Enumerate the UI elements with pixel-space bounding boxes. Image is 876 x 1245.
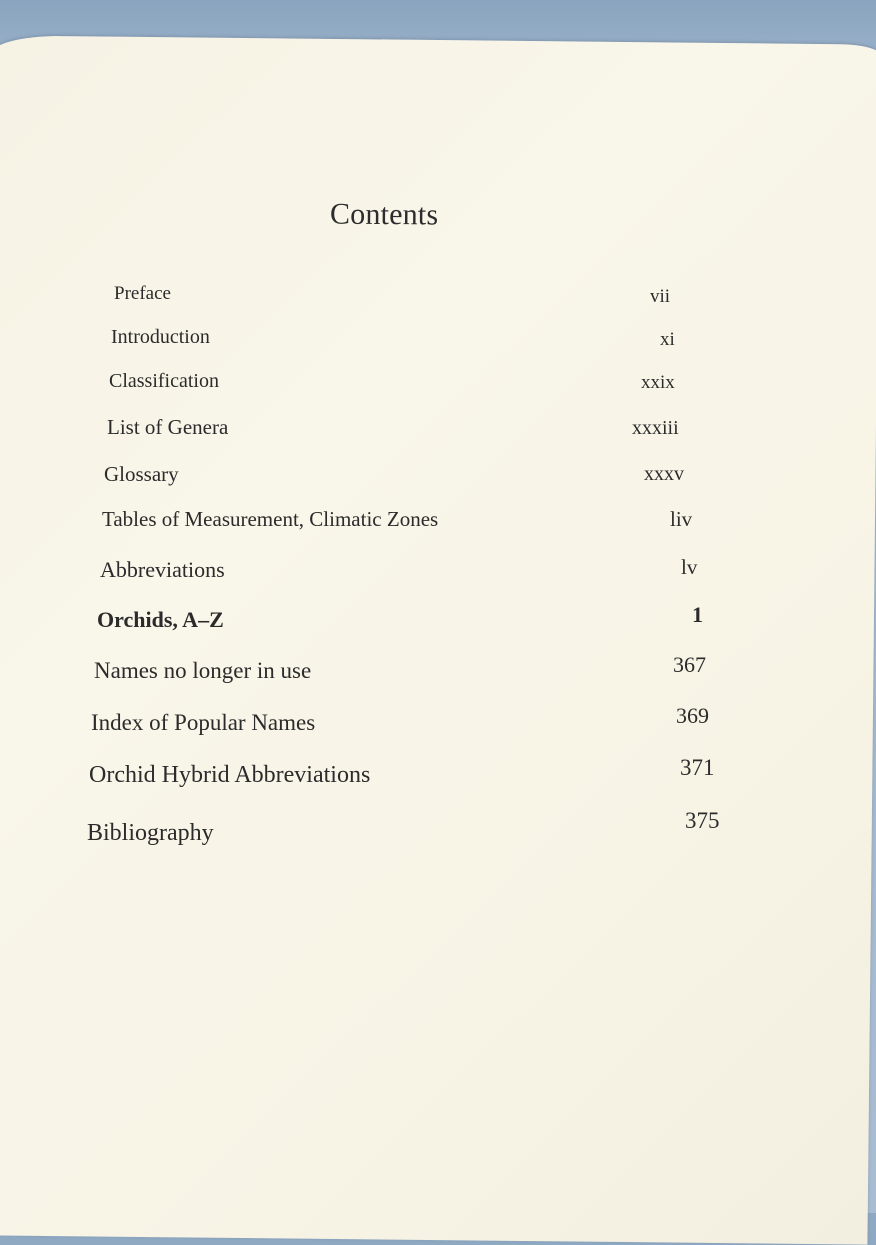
toc-entry-title: Abbreviations [100,557,225,582]
toc-entry-page: 369 [676,703,709,728]
toc-entry-title: Classification [109,370,219,392]
toc-entry-title: Names no longer in use [94,658,312,683]
toc-entry-title: Bibliography [87,820,214,846]
toc-entry-page: xxxiii [632,417,679,439]
toc-entry-page: liv [670,507,693,531]
toc-entry-page: lv [681,555,698,579]
toc-entry-page: xxxv [644,463,684,485]
toc-entry-page: 367 [673,652,706,677]
toc-entry-page: 1 [692,602,703,627]
toc-entry-title: List of Genera [107,415,229,439]
toc-entry-page: 375 [685,808,720,833]
toc-entry-title: Orchids, A–Z [97,607,224,632]
toc-entry-page: vii [650,286,671,307]
page-title: Contents [329,197,439,232]
toc-entry-page: xi [660,329,675,350]
toc-entry-title: Glossary [104,462,179,486]
toc-entry-title: Index of Popular Names [91,710,316,735]
toc-entry-page: xxix [641,372,675,393]
toc-entry-page: 371 [680,755,715,780]
toc-entry-title: Introduction [111,326,210,348]
toc-entry-title: Orchid Hybrid Abbreviations [89,762,371,788]
toc-entry-title: Tables of Measurement, Climatic Zones [102,507,439,531]
toc-entry-title: Preface [114,283,171,304]
